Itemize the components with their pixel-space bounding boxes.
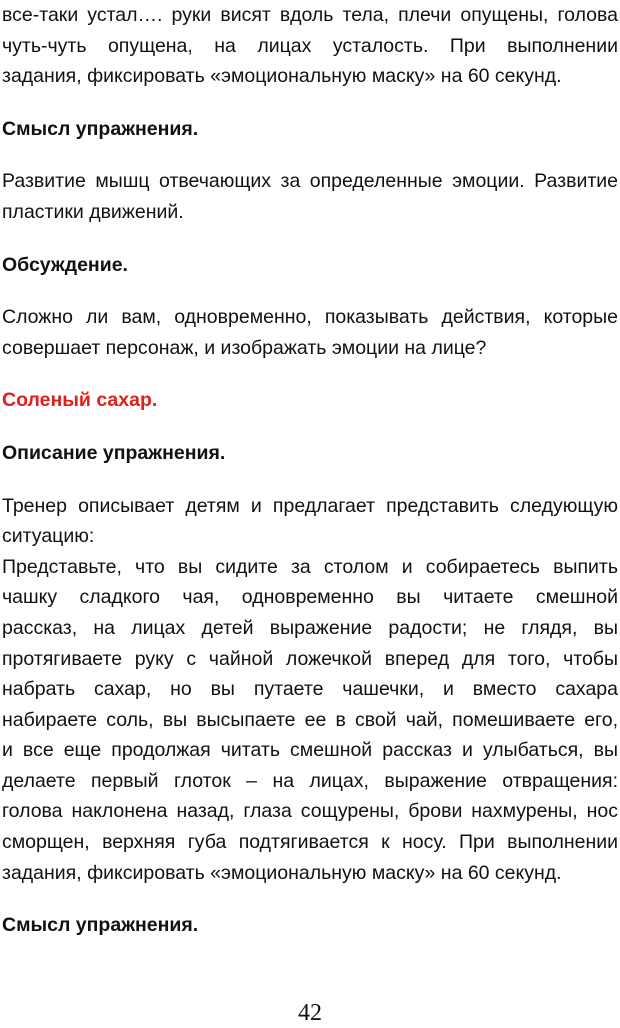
section-heading-meaning-2: Смысл упражнения. bbox=[2, 914, 199, 937]
text-line: делаете первый глоток – на лицах, выражение отвращения: bbox=[2, 769, 618, 792]
text-line: и все еще продолжая читать смешной рассказ и улыбаться, вы bbox=[2, 739, 618, 762]
section-heading-discussion: Обсуждение. bbox=[2, 253, 128, 276]
paragraph-meaning bbox=[2, 166, 618, 227]
exercise-title: Соленый сахар. bbox=[2, 389, 158, 412]
text-line: сморщен, верхняя губа подтягивается к носу. При выполнении bbox=[2, 831, 618, 854]
paragraph-fatigue-description bbox=[2, 0, 618, 92]
text-line: рассказ, на лицах детей выражение радости; не глядя, вы bbox=[2, 616, 618, 639]
text-line: набираете соль, вы высыпаете ее в свой чай, помешиваете его, bbox=[2, 708, 618, 731]
text-line: Представьте, что вы сидите за столом и собираетесь выпить bbox=[2, 555, 618, 578]
page-number: 42 bbox=[298, 1000, 322, 1026]
section-heading-meaning: Смысл упражнения. bbox=[2, 117, 199, 140]
section-heading-description: Описание упражнения. bbox=[2, 441, 226, 464]
text-line: Развитие мышц отвечающих за определенные эмоции. Развитие bbox=[2, 170, 618, 193]
text-line: Сложно ли вам, одновременно, показывать действия, которые bbox=[2, 306, 618, 329]
text-line: протягиваете руку с чайной ложечкой вперед для того, чтобы bbox=[2, 647, 618, 670]
paragraph-exercise-description bbox=[2, 491, 618, 889]
text-line: чуть-чуть опущена, на лицах усталость. При выполнении bbox=[2, 34, 618, 57]
page-content bbox=[2, 0, 618, 941]
text-line: совершает персонаж, и изображать эмоции на лице? bbox=[2, 336, 487, 359]
text-line: задания, фиксировать «эмоциональную маску» на 60 секунд. bbox=[2, 65, 562, 88]
text-line: пластики движений. bbox=[2, 200, 184, 223]
text-line: голова наклонена назад, глаза сощурены, брови нахмурены, нос bbox=[2, 800, 618, 823]
text-line: задания, фиксировать «эмоциональную маску» на 60 секунд. bbox=[2, 861, 562, 884]
text-line: все-таки устал…. руки висят вдоль тела, плечи опущены, голова bbox=[2, 4, 618, 26]
text-line: Тренер описывает детям и предлагает представить следующую bbox=[2, 494, 618, 517]
paragraph-discussion bbox=[2, 302, 618, 363]
text-line: ситуацию: bbox=[2, 525, 95, 548]
text-line: чашку сладкого чая, одновременно вы читаете смешной bbox=[2, 586, 618, 609]
text-line: набрать сахар, но вы путаете чашечки, и вместо сахара bbox=[2, 678, 618, 701]
